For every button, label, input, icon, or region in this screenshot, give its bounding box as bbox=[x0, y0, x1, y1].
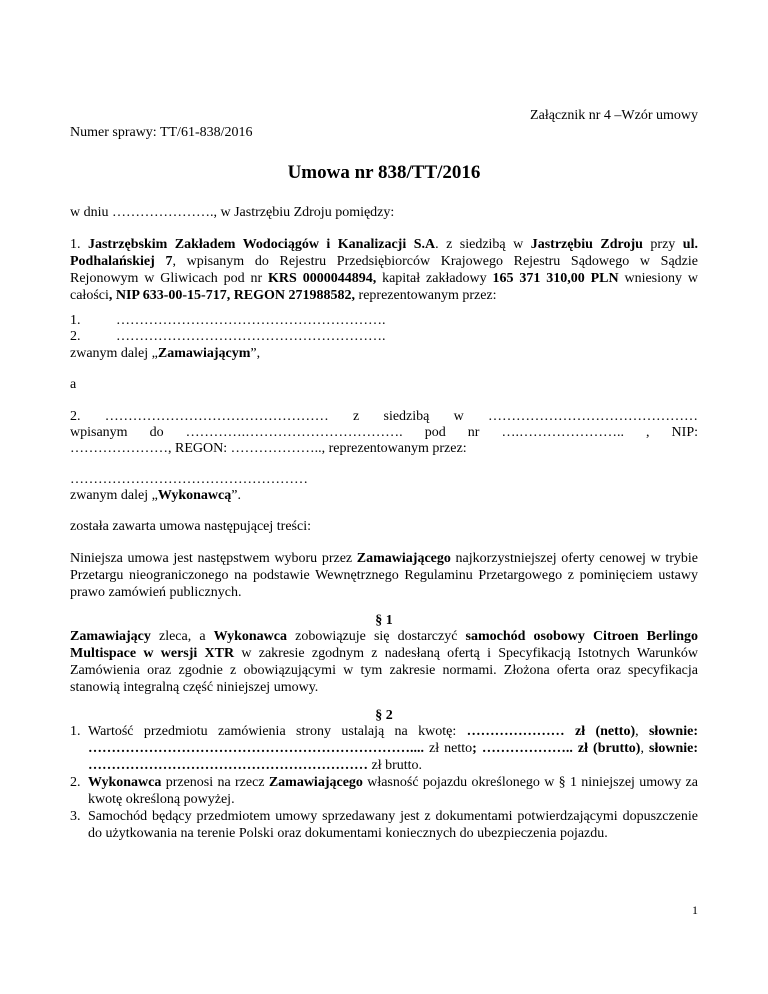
and-word: a bbox=[70, 377, 77, 392]
section-2-list bbox=[70, 723, 698, 842]
party2-line-3: …………………, REGON: ……………….., reprezentowanym przez: bbox=[70, 441, 467, 456]
case-number: Numer sprawy: TT/61-838/2016 bbox=[70, 125, 253, 140]
preamble-paragraph: Niniejsza umowa jest następstwem wyboru przez Zamawiającego najkorzystniejszej oferty cenowej w trybie Przetargu nieograniczonego na podstawie Wewnętrznego Regulaminu Przetargowego z pominięciem ustawy prawo zamówień publicznych. bbox=[70, 551, 698, 600]
section-1-heading: § 1 bbox=[375, 613, 393, 628]
rep-line-2: 2. …………………………………………………. bbox=[70, 329, 386, 344]
party1-called: zwanym dalej „Zamawiającym”, bbox=[70, 346, 261, 361]
list-item: 3. Samochód będący przedmiotem umowy sprzedawany jest z dokumentami potwierdzającymi dopuszczenie do użytkowania na terenie Polski oraz dokumentami koniecznych do ubezpieczenia pojazdu. bbox=[70, 809, 698, 841]
annex-label: Załącznik nr 4 –Wzór umowy bbox=[530, 108, 698, 123]
rep-line-1: 1. …………………………………………………. bbox=[70, 313, 386, 328]
intro-line: w dniu …………………., w Jastrzębiu Zdroju pomiędzy: bbox=[70, 205, 395, 220]
page-number: 1 bbox=[692, 903, 698, 917]
party2-dots: …………………………………………… bbox=[70, 472, 308, 487]
contract-title: Umowa nr 838/TT/2016 bbox=[287, 162, 481, 183]
section-1-paragraph: Zamawiający zleca, a Wykonawca zobowiązuje się dostarczyć samochód osobowy Citroen Berlingo Multispace w wersji XTR w zakresie zgodnym z nadesłaną ofertą i Specyfikacją Istotnych Warunków Zamówienia oraz zgodnie z obowiązującymi w tym zakresie normami. Złożona oferta oraz specyfikacja stanowią integralną część niniejszej umowy. bbox=[70, 629, 698, 695]
list-item: 2. Wykonawca przenosi na rzecz Zamawiającego własność pojazdu określonego w § 1 niniejszej umowy za kwotę określoną powyżej. bbox=[70, 775, 698, 807]
section-2-heading: § 2 bbox=[375, 708, 393, 723]
party1-paragraph: 1. Jastrzębskim Zakładem Wodociągów i Kanalizacji S.A. z siedzibą w Jastrzębiu Zdroju przy ul. Podhalańskiej 7, wpisanym do Rejestru Przedsiębiorców Krajowego Rejestru Sądowego w Sądzie Rejonowym w Gliwicach pod nr KRS 0000044894, kapitał zakładowy 165 371 310,00 PLN wniesiony w całości, NIP 633-00-15-717, REGON 271988582, reprezentowanym przez: bbox=[70, 237, 698, 303]
list-item: 1. Wartość przedmiotu zamówienia strony ustalają na kwotę: ………………… zł (netto), słownie: …………………………………………………………….... zł netto; ……………….. zł (brutto), słownie: …………………………………………………… zł brutto. bbox=[70, 724, 698, 773]
document-page bbox=[70, 0, 698, 994]
party2-called: zwanym dalej „Wykonawcą”. bbox=[70, 488, 241, 503]
concluded-line: została zawarta umowa następującej treści: bbox=[70, 519, 311, 534]
party2-line-2: wpisanym do ………….……………………………. pod nr ….………………….. , NIP: bbox=[70, 425, 698, 440]
party2-line-1: 2. ………………………………………… z siedzibą w ……………………………………… bbox=[70, 409, 698, 424]
